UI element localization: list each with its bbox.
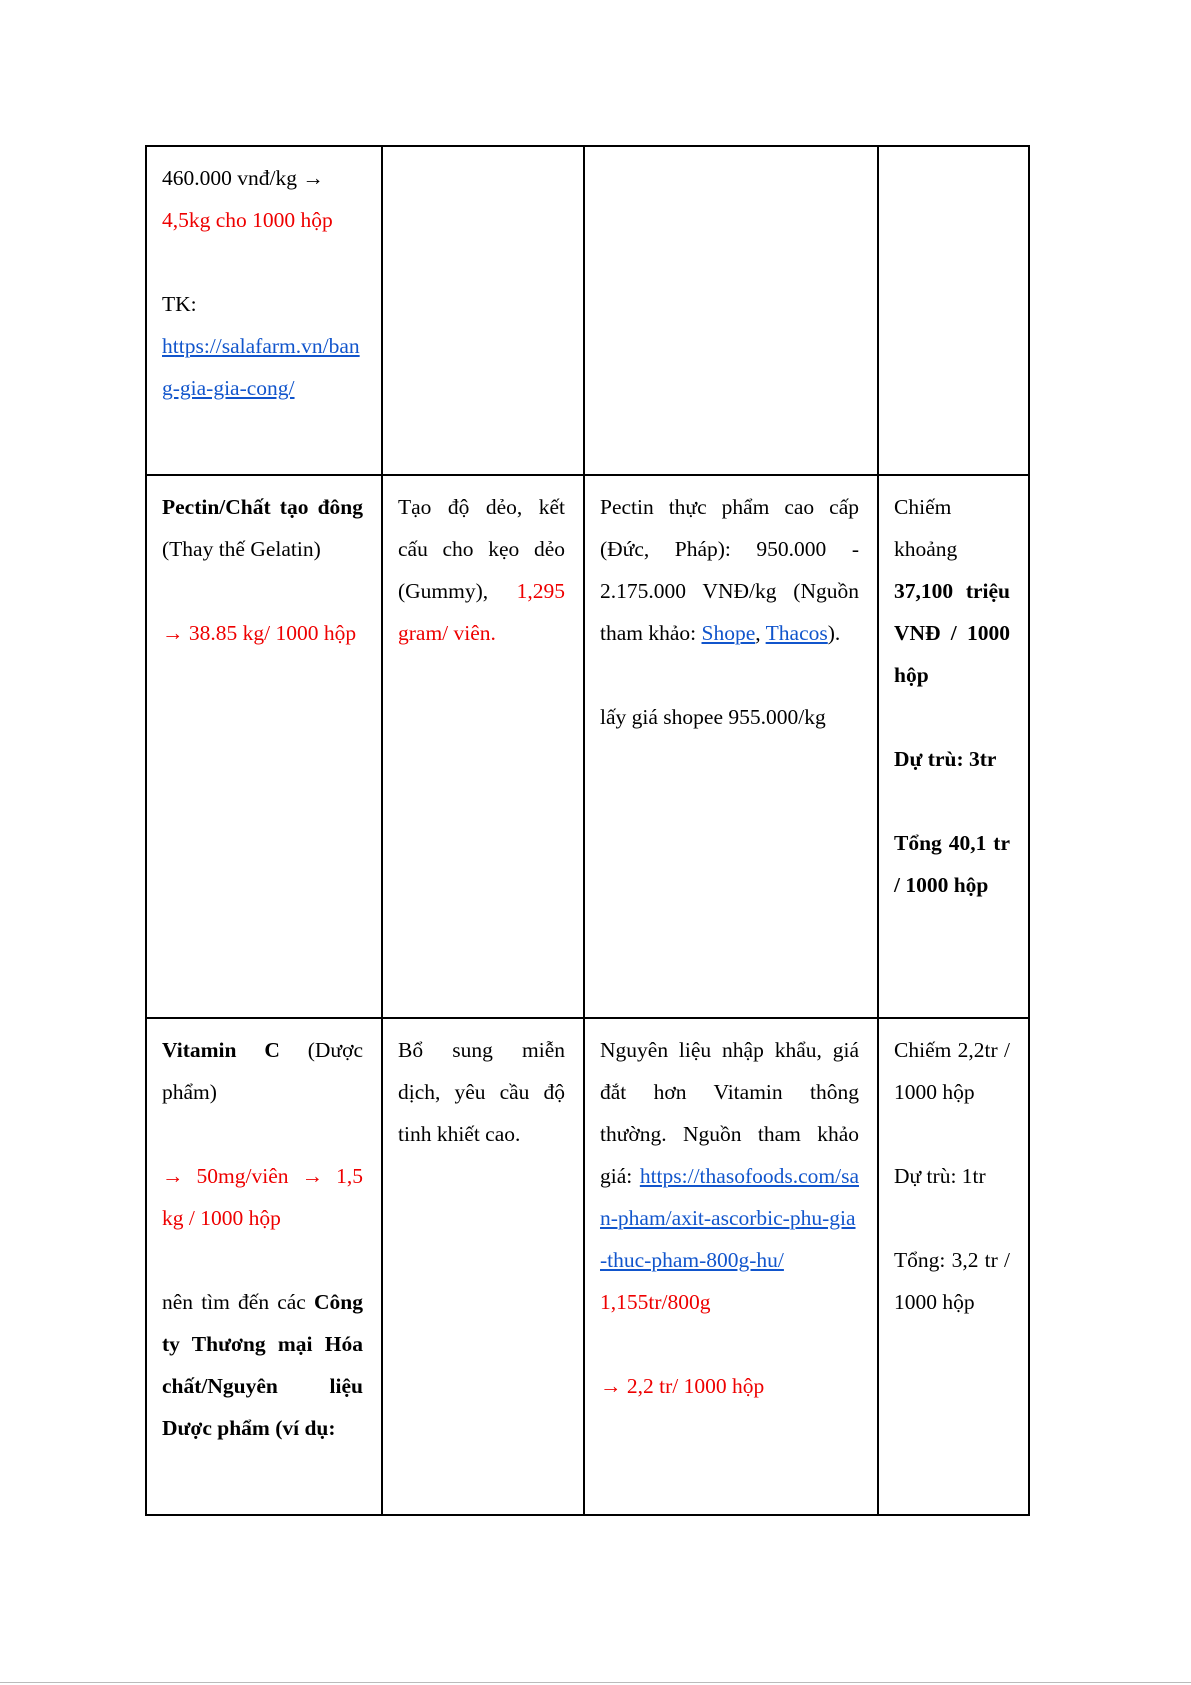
table-cell: [584, 475, 878, 1018]
table-cell: [878, 1018, 1029, 1515]
page-bottom-rule: [0, 1682, 1191, 1683]
table-cell: [146, 1018, 382, 1515]
source-text: Pectin thực phẩm cao cấp (Đức, Pháp): 950.000 - 2.175.000 VNĐ/kg (Nguồn tham khảo:: [600, 495, 859, 645]
purpose-text: Tạo độ dẻo, kết cấu cho kẹo dẻo (Gummy),: [398, 495, 565, 603]
price-text: 460.000 vnđ/kg →: [162, 166, 324, 190]
ingredient-name: Pectin/Chất tạo đông: [162, 495, 363, 519]
thacos-link[interactable]: Thacos: [765, 621, 828, 645]
amount-text: 4,5kg cho 1000 hộp: [162, 208, 333, 232]
advice-text: nên tìm đến các: [162, 1290, 315, 1314]
table-cell: [584, 146, 878, 475]
ingredient-note: (Dược phẩm): [162, 1038, 363, 1104]
amount-text: → 2,2 tr/ 1000 hộp: [600, 1374, 765, 1398]
source-text: Nguyên liệu nhập khẩu, giá đắt hơn Vitamin thông thường. Nguồn tham khảo giá:: [600, 1038, 859, 1188]
price-note: lấy giá shopee 955.000/kg: [600, 705, 826, 729]
thasofoods-link[interactable]: https://thasofoods.com/san-pham/axit-ascorbic-phu-gia-thuc-pham-800g-hu/: [600, 1164, 859, 1272]
source-end: ).: [827, 621, 841, 645]
cost-text: 37,100 triệu VNĐ / 1000 hộp: [894, 579, 1010, 687]
reference-link[interactable]: https://salafarm.vn/bang-gia-gia-cong/: [162, 334, 360, 400]
cost-table: [145, 145, 1030, 1516]
ingredient-note: (Thay thế Gelatin): [162, 537, 321, 561]
cost-lead: Chiếm khoảng: [894, 495, 958, 561]
total-text: Tổng: 3,2 tr / 1000 hộp: [894, 1248, 1010, 1314]
reserve-text: Dự trù: 1tr: [894, 1164, 986, 1188]
advice-bold: Công ty Thương mại Hóa chất/Nguyên liệu Dược phẩm (ví dụ:: [162, 1290, 363, 1440]
cost-text: Chiếm 2,2tr / 1000 hộp: [894, 1038, 1010, 1104]
separator: ,: [755, 621, 766, 645]
price-text: 1,155tr/800g: [600, 1290, 711, 1314]
table-cell: [382, 475, 584, 1018]
dose-text: 1,295 gram/ viên.: [398, 579, 565, 645]
table-row: [146, 146, 1029, 475]
table-cell: [146, 475, 382, 1018]
table-cell: [584, 1018, 878, 1515]
reserve-text: Dự trù: 3tr: [894, 747, 997, 771]
amount-text: → 50mg/viên → 1,5 kg / 1000 hộp: [162, 1164, 363, 1230]
table-cell: [146, 146, 382, 475]
table-row: [146, 1018, 1029, 1515]
purpose-text: Bổ sung miễn dịch, yêu cầu độ tinh khiết cao.: [398, 1038, 565, 1146]
total-text: Tổng 40,1 tr / 1000 hộp: [894, 831, 1010, 897]
reference-label: TK:: [162, 292, 197, 316]
table-cell: [878, 475, 1029, 1018]
table-cell: [878, 146, 1029, 475]
table-row: [146, 475, 1029, 1018]
table-cell: [382, 146, 584, 475]
ingredient-name: Vitamin C: [162, 1038, 280, 1062]
table-cell: [382, 1018, 584, 1515]
amount-text: → 38.85 kg/ 1000 hộp: [162, 621, 357, 645]
shope-link[interactable]: Shope: [701, 621, 756, 645]
